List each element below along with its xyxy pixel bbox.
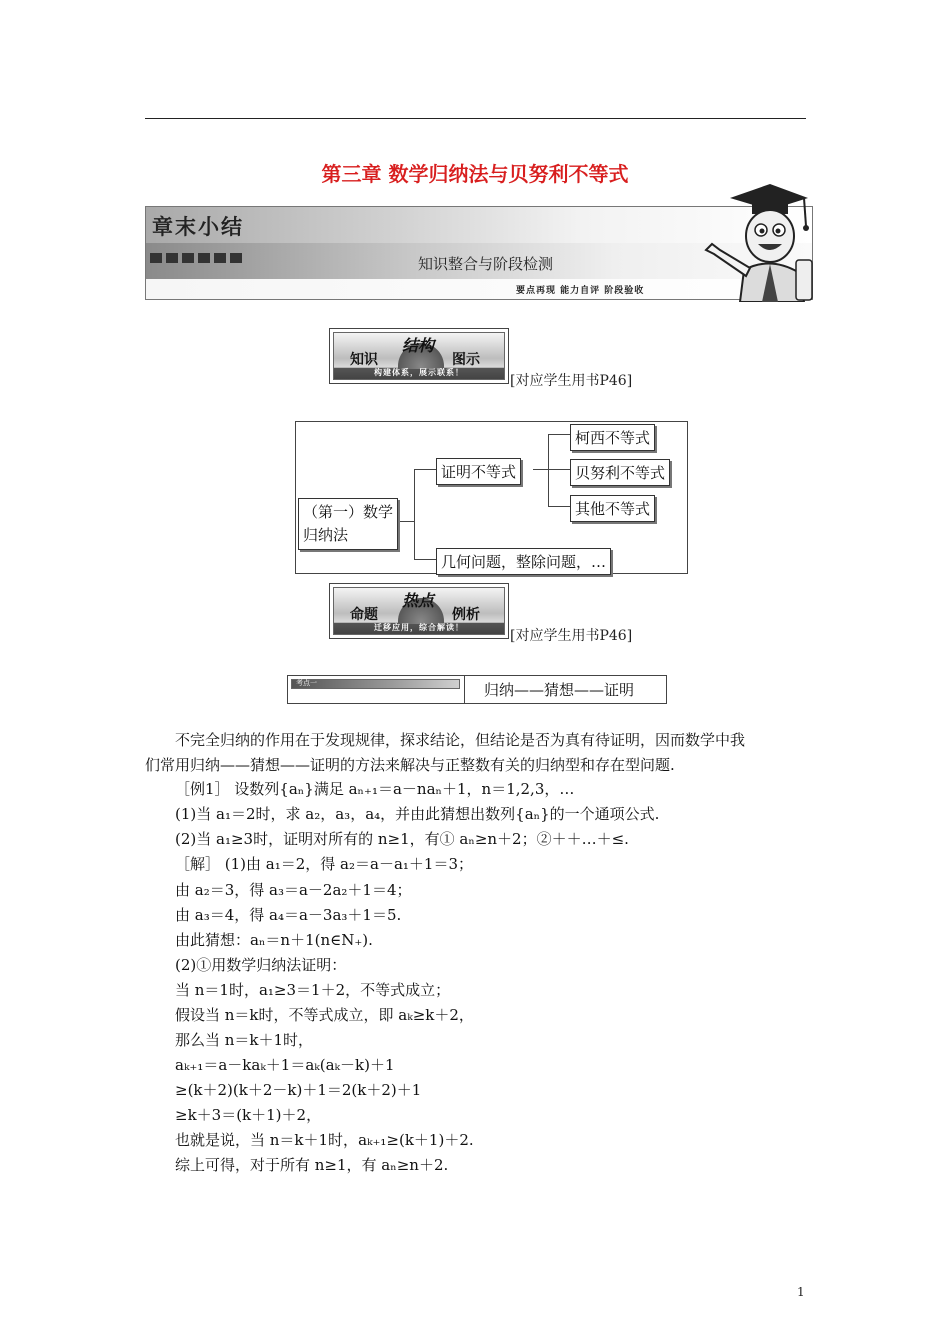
body-line: 由 a₃＝4，得 a₄＝a－3a₃＋1＝5. <box>175 906 402 924</box>
body-line: 也就是说，当 n＝k＋1时，aₖ₊₁≥(k＋1)＋2. <box>175 1131 474 1149</box>
body-line: 由 a₂＝3，得 a₃＝a－2a₂＋1＝4； <box>175 881 412 899</box>
banner-title: 章末小结 <box>152 215 244 239</box>
knowledge-diagram <box>295 421 688 574</box>
body-line: 当 n＝1时，a₁≥3＝1＋2，不等式成立； <box>175 981 451 999</box>
body-line: (1)当 a₁＝2时，求 a₂，a₃，a₄，并由此猜想出数列{aₙ}的一个通项公式. <box>175 805 660 823</box>
diagram-branch-inequalities: 证明不等式 <box>436 458 521 485</box>
hotpoint-title: 归纳——猜想——证明 <box>484 681 635 699</box>
banner-squares <box>150 253 242 263</box>
body-line: 们常用归纳——猜想——证明的方法来解决与正整数有关的归纳型和存在型问题. <box>145 756 675 774</box>
hotpoint-bar <box>287 675 667 704</box>
body-line: (2)当 a₁≥3时，证明对所有的 n≥1，有① aₙ≥n＋2；②＋＋…＋≤. <box>175 830 629 848</box>
student-book-reference: [对应学生用书P46] <box>510 373 633 389</box>
body-line: 由此猜想：aₙ＝n＋1(n∈N₊). <box>175 931 373 949</box>
body-line: ≥k＋3＝(k＋1)＋2， <box>175 1106 322 1124</box>
body-line: (2)①用数学归纳法证明： <box>175 956 347 974</box>
body-line: 不完全归纳的作用在于发现规律，探求结论，但结论是否为真有待证明，因而数学中我 <box>175 731 746 749</box>
student-book-reference-2: [对应学生用书P46] <box>510 628 633 644</box>
diagram-leaf-cauchy: 柯西不等式 <box>570 424 655 451</box>
solution-start: ［解］ (1)由 a₁＝2，得 a₂＝a－a₁＋1＝3； <box>175 855 473 873</box>
example-statement: ［例1］ 设数列{aₙ}满足 aₙ₊₁＝a－naₙ＋1，n＝1,2,3，… <box>175 780 575 798</box>
body-line: ≥(k＋2)(k＋2－k)＋1＝2(k＋2)＋1 <box>175 1081 422 1099</box>
hotspot-analysis-badge: 命题 热点 例析 迁移应用，综合解读！ <box>329 583 509 639</box>
diagram-branch-geometry: 几何问题，整除问题，… <box>436 548 611 575</box>
diagram-leaf-other: 其他不等式 <box>570 495 655 522</box>
knowledge-structure-badge: 知识 结构 图示 构建体系，展示联系！ <box>329 328 509 384</box>
body-line: aₖ₊₁＝a－kaₖ＋1＝aₖ(aₖ－k)＋1 <box>175 1056 395 1074</box>
diagram-root-box: （第一）数学 归纳法 <box>298 498 398 550</box>
chapter-title: 第三章 数学归纳法与贝努利不等式 <box>321 162 629 186</box>
graduate-mascot-icon <box>700 180 818 302</box>
banner-subtitle: 知识整合与阶段检测 <box>418 255 554 273</box>
page-number: 1 <box>797 1285 805 1299</box>
diagram-leaf-bernoulli: 贝努利不等式 <box>570 459 670 486</box>
hotpoint-tag: 考点一 <box>291 679 460 689</box>
body-line: 那么当 n＝k＋1时， <box>175 1031 314 1049</box>
banner-tags: 要点再现 能力自评 阶段验收 <box>516 286 645 296</box>
top-rule <box>145 118 806 119</box>
body-line: 假设当 n＝k时，不等式成立，即 aₖ≥k＋2， <box>175 1006 474 1024</box>
body-line: 综上可得，对于所有 n≥1，有 aₙ≥n＋2. <box>175 1156 449 1174</box>
